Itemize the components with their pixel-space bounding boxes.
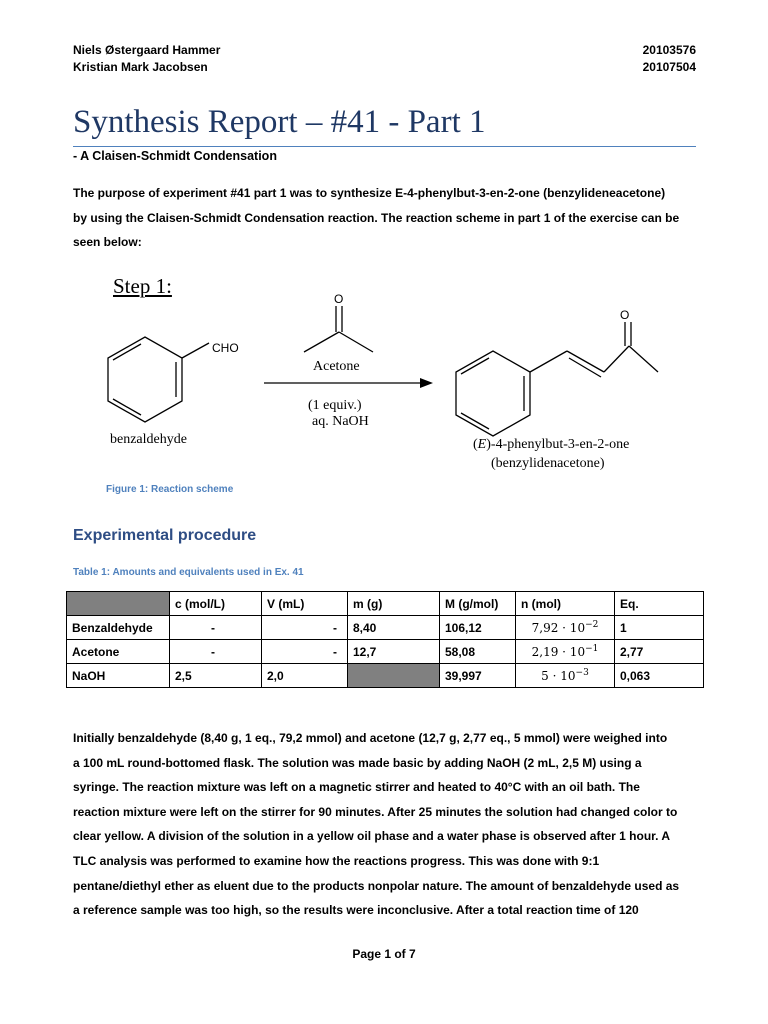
section-heading: Experimental procedure (73, 527, 257, 544)
subtitle: - A Claisen-Schmidt Condensation (73, 149, 277, 163)
table-row (67, 616, 704, 640)
n-exponent: −1 (585, 644, 599, 654)
table-cell: Acetone (67, 640, 170, 664)
table-cell: - (170, 616, 262, 640)
product-oxygen: O (620, 308, 630, 322)
n-exponent: −3 (575, 668, 589, 678)
product-e-isomer: E (477, 437, 487, 452)
n-mantissa: 2,19 · 10 (531, 645, 586, 659)
table-cell (516, 664, 615, 688)
table-cell: 2,5 (170, 664, 262, 688)
step-label: Step 1: (113, 274, 172, 298)
benzaldehyde-label: benzaldehyde (110, 432, 187, 447)
table-cell: 106,12 (440, 616, 516, 640)
acetone-label: Acetone (313, 359, 360, 374)
product-name: (E)-4-phenylbut-3-en-2-one (473, 437, 630, 452)
page-footer: Page 1 of 7 (352, 947, 416, 961)
table-header-cell: n (mol) (516, 592, 615, 616)
table-header-cell: c (mol/L) (170, 592, 262, 616)
benzaldehyde-ring (108, 337, 182, 422)
table-row (67, 640, 704, 664)
n-exponent: −2 (585, 620, 599, 630)
table-cell: 2,77 (615, 640, 704, 664)
procedure-line: clear yellow. A division of the solution in a yellow oil phase and a water phase is observed after 1 hour. A (73, 829, 671, 844)
procedure-line: a reference sample was too high, so the results were inconclusive. After a total reaction time of 120 (73, 903, 639, 918)
amounts-table (66, 591, 704, 688)
table-cell: 0,063 (615, 664, 704, 688)
procedure-line: Initially benzaldehyde (8,40 g, 1 eq., 79,2 mmol) and acetone (12,7 g, 2,77 eq., 5 mmol) were weighed into (73, 731, 668, 745)
product-name-rest: -4-phenylbut-3-en-2-one (490, 437, 630, 452)
n-mantissa: 7,92 · 10 (531, 621, 586, 635)
table-cell: 12,7 (348, 640, 440, 664)
table-cell (348, 664, 440, 688)
table-cell: 2,0 (262, 664, 348, 688)
author-name-2: Kristian Mark Jacobsen (73, 60, 208, 74)
page-title: Synthesis Report – #41 - Part 1 (73, 104, 486, 140)
product-ring (456, 351, 530, 436)
procedure-line: pentane/diethyl ether as eluent due to the products nonpolar nature. The amount of benzaldehyde used as (73, 878, 680, 893)
table-cell: 58,08 (440, 640, 516, 664)
cho-bond (182, 343, 209, 358)
table-header-cell: V (mL) (262, 592, 348, 616)
intro-line-2: by using the Claisen-Schmidt Condensation reaction. The reaction scheme in part 1 of the exercise can be (73, 210, 680, 225)
table-cell (516, 616, 615, 640)
acetone-oxygen: O (334, 292, 344, 306)
table-cell: 8,40 (348, 616, 440, 640)
equiv-label: (1 equiv.) (308, 398, 362, 413)
author-name-1: Niels Østergaard Hammer (73, 43, 221, 57)
procedure-line: syringe. The reaction mixture was left on a magnetic stirrer and heated to 40°C with an oil bath. The (73, 780, 640, 795)
cho-label: CHO (212, 341, 239, 355)
table-cell: 39,997 (440, 664, 516, 688)
table-cell: - (262, 616, 348, 640)
student-id-1: 20103576 (642, 43, 696, 57)
table-header-cell: Eq. (615, 592, 704, 616)
student-id-2: 20107504 (642, 60, 696, 74)
n-mantissa: 5 · 10 (541, 669, 576, 683)
procedure-paragraph (73, 726, 703, 923)
figure-caption: Figure 1: Reaction scheme (106, 484, 234, 495)
table-header-row (67, 592, 704, 616)
table-row (67, 664, 704, 688)
table-cell: - (262, 640, 348, 664)
intro-line-1: The purpose of experiment #41 part 1 was to synthesize E-4-phenylbut-3-en-2-one (benzylideneacetone) (73, 186, 666, 200)
table-header-cell (67, 592, 170, 616)
table-cell: - (170, 640, 262, 664)
table-cell: Benzaldehyde (67, 616, 170, 640)
table-header-cell: m (g) (348, 592, 440, 616)
table-caption: Table 1: Amounts and equivalents used in Ex. 41 (73, 567, 304, 578)
table-cell (516, 640, 615, 664)
intro-paragraph (73, 181, 703, 255)
title-underline (73, 146, 696, 147)
procedure-line: a 100 mL round-bottomed flask. The solution was made basic by adding NaOH (2 mL, 2,5 M) using a (73, 755, 642, 770)
arrow-head (420, 378, 433, 388)
table-cell: NaOH (67, 664, 170, 688)
procedure-line: reaction mixture were left on the stirrer for 90 minutes. After 25 minutes the solution had changed color to (73, 804, 678, 819)
intro-line-3: seen below: (73, 235, 142, 250)
table-header-cell: M (g/mol) (440, 592, 516, 616)
product-alt-name: (benzylidenacetone) (491, 456, 605, 471)
naoh-label: aq. NaOH (312, 414, 369, 429)
table-cell: 1 (615, 616, 704, 640)
procedure-line: TLC analysis was performed to examine how the reactions progress. This was done with 9:1 (73, 853, 600, 868)
